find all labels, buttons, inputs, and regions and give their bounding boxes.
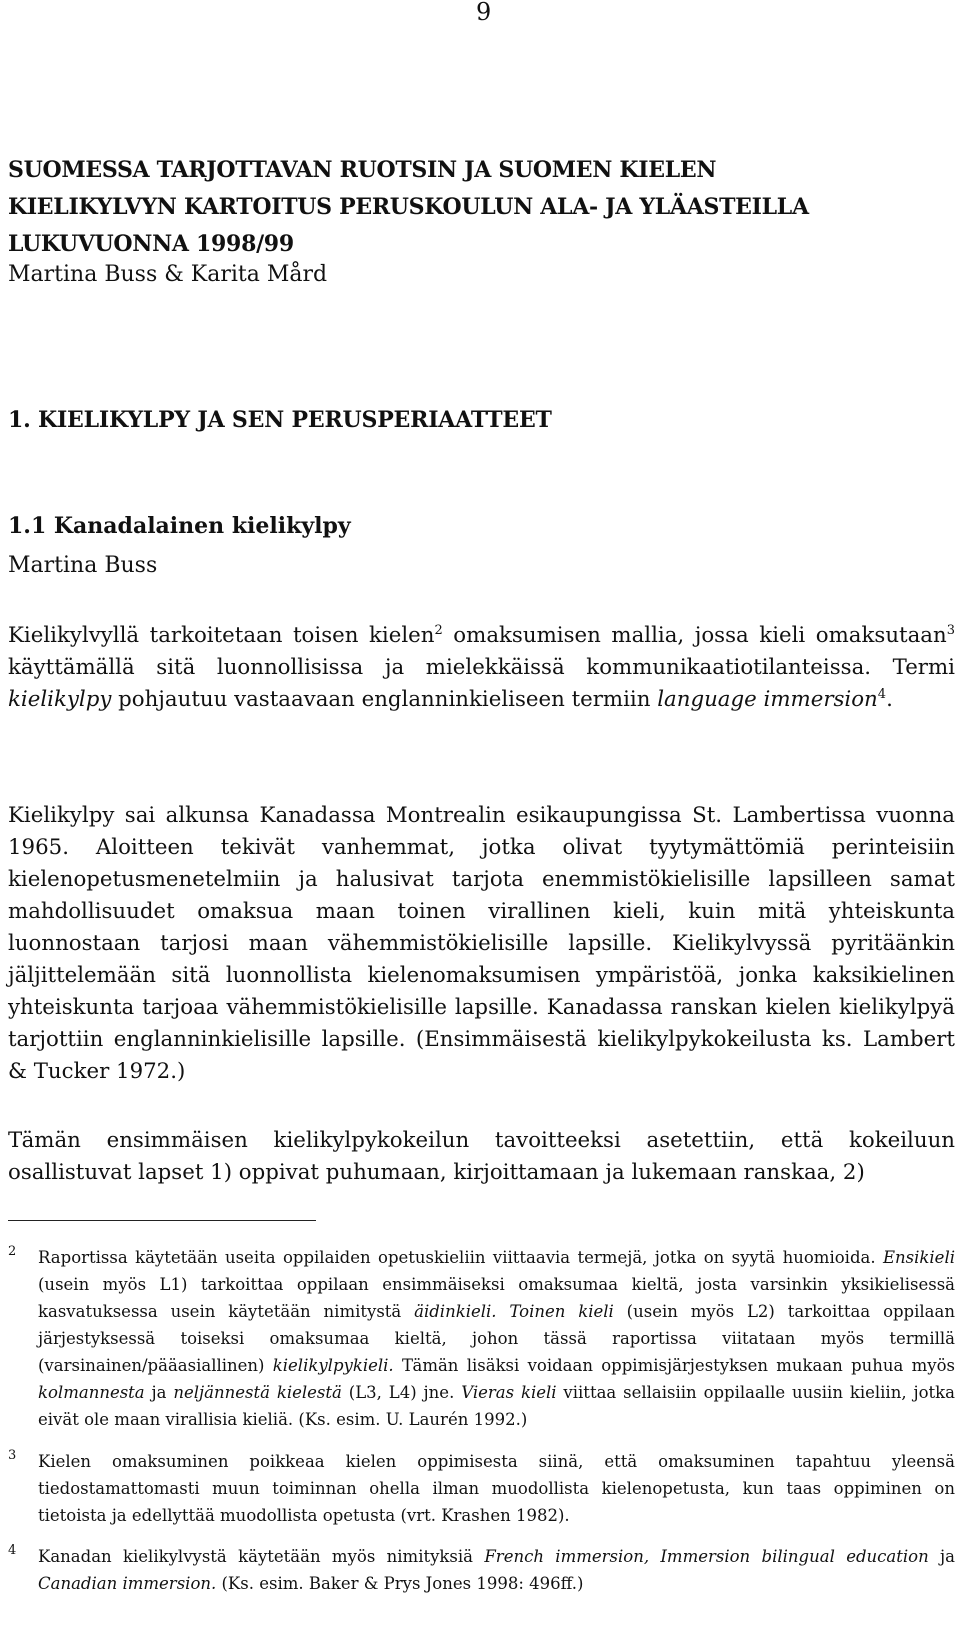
fn2-italic-5: kolmannesta (38, 1383, 145, 1402)
fn4-text-1: Kanadan kielikylvystä käytetään myös nimityksiä (38, 1547, 485, 1566)
fn2-italic-6: neljännestä kielestä (173, 1383, 342, 1402)
fn2-text-8: viittaa sellaisiin oppilaalle uusiin kieliin, jotka eivät ole maan virallisia kieliä. (Ks. esim. U. Laurén 1992.) (38, 1383, 955, 1429)
footnote-text (38, 1543, 955, 1597)
footnote-ref-2: 2 (434, 622, 443, 638)
footnote-text (38, 1244, 955, 1433)
page-number: 9 (476, 0, 492, 26)
fn2-italic-7: Vieras kieli (461, 1383, 557, 1402)
paragraph-1 (8, 620, 955, 716)
para1-italic-term: kielikylpy (8, 687, 112, 712)
para1-text-e: . (886, 687, 893, 712)
fn2-italic-2: äidinkieli. (414, 1302, 497, 1321)
paragraph-2: Kielikylpy sai alkunsa Kanadassa Montrealin esikaupungissa St. Lambertissa vuonna 1965. Aloitteen tekivät vanhemmat, jotka olivat tyytymättömiä perinteisiin kielenopetusmenetelmiin ja halusivat tarjota enemmistökielisille lapsilleen samat mahdollisuudet omaksua maan toinen virallinen kieli, kuin mitä yhteiskunta luonnostaan tarjosi maan vähemmistökielisille lapsille. Kielikylvyssä pyritäänkin jäljittelemään sitä luonnollista kielenomaksumisen ympäristöä, jonka kaksikielinen yhteiskunta tarjoaa vähemmistökielisille lapsille. Kanadassa ranskan kielen kielikylpyä tarjottiin englanninkielisille lapsille. (Ensimmäisestä kielikylpykokeilusta ks. Lambert & Tucker 1972.) (8, 803, 955, 1084)
subsection-author: Martina Buss (8, 553, 158, 578)
para1-italic-english-term: language immersion (657, 687, 878, 712)
fn4-text-2: ja (928, 1547, 955, 1566)
para1-text-c: käyttämällä sitä luonnollisissa ja mielekkäissä kommunikaatiotilanteissa. Termi (8, 655, 955, 680)
footnote-ref-3: 3 (946, 622, 956, 638)
fn2-text-3 (497, 1302, 510, 1321)
title-line-1: SUOMESSA TARJOTTAVAN RUOTSIN JA SUOMEN KIELEN (8, 157, 717, 183)
fn2-text-2: (usein myös L1) tarkoittaa oppilaan ensimmäiseksi omaksumaa kieltä, josta varsinkin yksikielisessä kasvatuksessa usein käytetään nimitystä (38, 1275, 955, 1321)
footnote-number: 2 (8, 1244, 17, 1259)
authors: Martina Buss & Karita Mård (8, 262, 328, 287)
fn2-text-4: (usein myös L2) tarkoittaa oppilaan järjestyksessä toiseksi omaksumaa kieltä, johon tässä raportissa viitataan myös termillä (varsinainen/pääasiallinen) (38, 1302, 955, 1375)
para1-text-a: Kielikylvyllä tarkoitetaan toisen kielen (8, 623, 435, 648)
section-heading: 1. KIELIKYLPY JA SEN PERUSPERIAATTEET (8, 407, 552, 433)
fn2-text-6: ja (144, 1383, 174, 1402)
fn4-text-3: (Ks. esim. Baker & Prys Jones 1998: 496ff.) (216, 1574, 584, 1593)
fn2-italic-3: Toinen kieli (509, 1302, 614, 1321)
footnote-number: 4 (8, 1543, 17, 1558)
footnote-number: 3 (8, 1448, 17, 1463)
footnote-ref-4: 4 (877, 686, 887, 702)
para1-text-b: omaksumisen mallia, jossa kieli omaksutaan (442, 623, 947, 648)
para1-text-d: pohjautuu vastaavaan englanninkieliseen termiin (111, 687, 658, 712)
fn4-italic-1: French immersion, Immersion bilingual education (484, 1547, 929, 1566)
footnote-divider (8, 1220, 316, 1221)
title-line-2: KIELIKYLVYN KARTOITUS PERUSKOULUN ALA- JA YLÄASTEILLA (8, 194, 809, 220)
fn2-italic-1: Ensikieli (882, 1248, 955, 1267)
fn4-italic-2: Canadian immersion. (38, 1574, 217, 1593)
paragraph-3: Tämän ensimmäisen kielikylpykokeilun tavoitteeksi asetettiin, että kokeiluun osallistuvat lapset 1) oppivat puhumaan, kirjoittamaan ja lukemaan ranskaa, 2) (8, 1128, 955, 1185)
subsection-heading: 1.1 Kanadalainen kielikylpy (8, 513, 351, 539)
title-line-3: LUKUVUONNA 1998/99 (8, 231, 294, 257)
fn2-text-5: Tämän lisäksi voidaan oppimisjärjestyksen mukaan puhua myös (393, 1356, 955, 1375)
fn2-text-7: (L3, L4) jne. (341, 1383, 462, 1402)
footnote-text: Kielen omaksuminen poikkeaa kielen oppimisesta siinä, että omaksuminen tapahtuu yleensä tiedostamattomasti muun toiminnan ohella ilman muodollista kielenopetusta, kun taas oppiminen on tietoista ja edellyttää muodollista opetusta (vrt. Krashen 1982). (38, 1452, 955, 1525)
document-title (8, 152, 809, 263)
fn2-italic-4: kielikylpykieli. (272, 1356, 394, 1375)
fn2-text-1: Raportissa käytetään useita oppilaiden opetuskieliin viittaavia termejä, jotka on syytä huomioida. (38, 1248, 883, 1267)
